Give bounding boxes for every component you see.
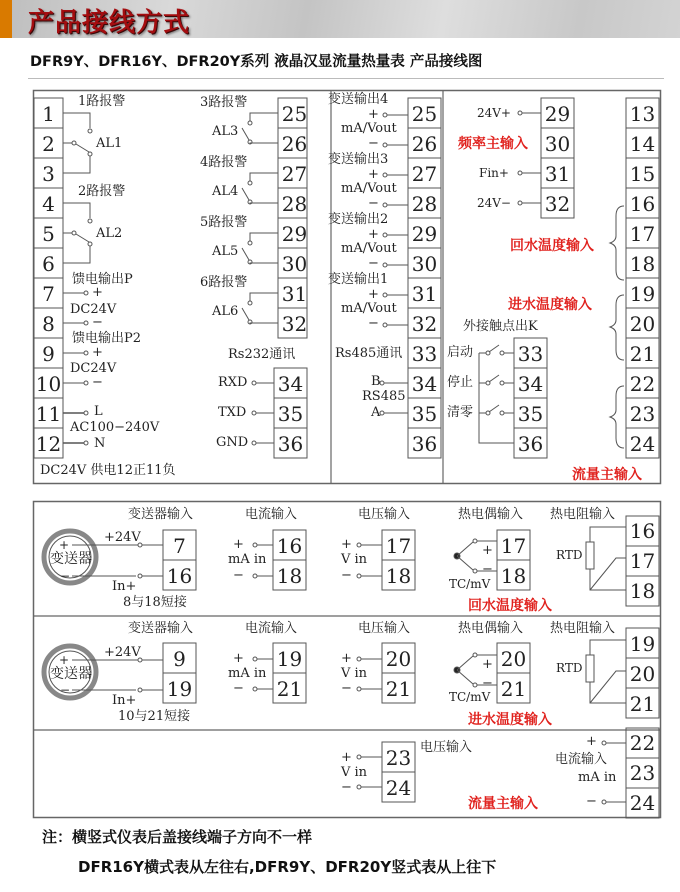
feed1-minus: −	[92, 315, 103, 330]
row2-label: 进水温度输入	[468, 712, 552, 728]
terminal-32-out: 32	[411, 312, 438, 336]
terminal-12: 12	[35, 432, 62, 456]
terminal-4: 4	[42, 192, 55, 216]
output3-plus: +	[368, 167, 379, 182]
flow-current-plus: +	[586, 734, 597, 749]
output1-unit: mA/Vout	[341, 301, 397, 316]
note-line-1: 注：横竖式仪表后盖接线端子方向不一样	[42, 828, 313, 846]
contact-stop: 停止	[447, 375, 474, 390]
terminal-34-rs485: 34	[411, 372, 438, 396]
rtd-title-r2: 热电阻输入	[550, 621, 616, 636]
terminal-30-out: 30	[411, 252, 438, 276]
rtd-name-r2: RTD	[556, 661, 583, 675]
bt-23-voltage: 23	[385, 746, 412, 770]
output1-title: 变送输出1	[328, 272, 389, 287]
terminal-31-out: 31	[411, 282, 438, 306]
terminal-33-contact: 33	[517, 342, 544, 366]
transmitter-plus-r1: +	[59, 538, 70, 552]
terminal-18: 18	[629, 252, 656, 276]
alarm1-name: AL1	[96, 136, 123, 151]
flow-main-label: 流量主输入	[572, 467, 642, 483]
transmitter-title-r2: 变送器输入	[128, 621, 194, 636]
bt-21-voltage: 21	[385, 677, 412, 701]
output1-plus: +	[368, 287, 379, 302]
terminal-35-rs485: 35	[411, 402, 438, 426]
terminal-11: 11	[35, 402, 62, 426]
alarm3-title: 3路报警	[200, 95, 248, 110]
alarm6-name: AL6	[212, 304, 239, 319]
freq-fin-plus: Fin+	[479, 166, 509, 180]
short-note-r1: 8与18短接	[123, 595, 187, 610]
terminal-22: 22	[629, 372, 656, 396]
transmitter-name-r1: 变送器	[50, 551, 92, 567]
alarm5-title: 5路报警	[200, 215, 248, 230]
rs232-gnd: GND	[216, 435, 249, 450]
rs485-b: B	[371, 374, 381, 389]
terminal-8: 8	[42, 312, 55, 336]
terminal-31-freq: 31	[544, 162, 571, 186]
current-minus-r1: −	[233, 568, 244, 583]
rtd-title-r1: 热电阻输入	[550, 507, 616, 522]
voltage-title-r1: 电压输入	[358, 507, 411, 522]
power-N: N	[94, 436, 106, 451]
current-title-r2: 电流输入	[245, 621, 298, 636]
output4-title: 变送输出4	[328, 92, 389, 107]
terminal-28-alarm: 28	[281, 192, 308, 216]
current-title-r1: 电流输入	[245, 507, 298, 522]
alarm6-title: 6路报警	[200, 275, 248, 290]
terminal-32-alarm: 32	[281, 312, 308, 336]
bt-7: 7	[173, 534, 186, 558]
bt-16-current: 16	[276, 534, 303, 558]
tc-plus-r2: +	[482, 657, 493, 672]
flow-current-minus: −	[586, 794, 597, 809]
rs232-title: Rs232通讯	[228, 347, 296, 362]
flow-voltage-unit: V in	[341, 765, 368, 780]
return-temp-label: 回水温度输入	[510, 238, 594, 254]
terminal-27-out: 27	[411, 162, 438, 186]
terminal-35-rs232: 35	[277, 402, 304, 426]
page-title: 产品接线方式	[28, 8, 191, 38]
terminal-26-out: 26	[411, 132, 438, 156]
terminal-30-freq: 30	[544, 132, 571, 156]
output3-minus: −	[368, 196, 379, 211]
flow-voltage-plus: +	[341, 750, 352, 765]
terminal-29-out: 29	[411, 222, 438, 246]
terminal-27-alarm: 27	[281, 162, 308, 186]
terminal-26-alarm: 26	[281, 132, 308, 156]
alarm4-name: AL4	[212, 184, 239, 199]
transmitter-plus-r2: +	[59, 653, 70, 667]
current-plus-r2: +	[233, 651, 244, 666]
row1-label: 回水温度输入	[468, 598, 552, 614]
output4-unit: mA/Vout	[341, 121, 397, 136]
short-note-r2: 10与21短接	[118, 709, 191, 724]
terminal-29-alarm: 29	[281, 222, 308, 246]
note-line-2: DFR16Y横式表从左往右,DFR9Y、DFR20Y竖式表从上往下	[78, 858, 497, 876]
rtd-name-r1: RTD	[556, 548, 583, 562]
rs232-rxd: RXD	[218, 375, 248, 390]
power-footnote: DC24V 供电12正11负	[40, 463, 176, 478]
terminal-14: 14	[629, 132, 656, 156]
tc-minus-r1: −	[482, 562, 493, 577]
alarm2-title: 2路报警	[78, 184, 126, 199]
bt-21-tc: 21	[500, 677, 527, 701]
terminal-34-rs232: 34	[277, 372, 304, 396]
bt-18-rtd: 18	[629, 579, 656, 603]
output2-unit: mA/Vout	[341, 241, 397, 256]
voltage-plus-r1: +	[341, 537, 352, 552]
voltage-plus-r2: +	[341, 651, 352, 666]
tc-minus-r2: −	[482, 676, 493, 691]
supply-temp-label: 进水温度输入	[508, 297, 592, 313]
current-minus-r2: −	[233, 681, 244, 696]
feed2-minus: −	[92, 375, 103, 390]
flow-voltage-minus: −	[341, 780, 352, 795]
bt-21-current: 21	[276, 677, 303, 701]
output1-minus: −	[368, 316, 379, 331]
transmitter-minus-r2: −	[60, 683, 71, 697]
flow-current-unit: mA in	[578, 770, 617, 785]
feed1-volt: DC24V	[70, 302, 117, 317]
bt-24-current: 24	[629, 791, 656, 815]
output2-title: 变送输出2	[328, 212, 389, 227]
transmitter-name-r2: 变送器	[50, 666, 92, 682]
contact-start: 启动	[447, 345, 474, 360]
voltage-unit-r2: V in	[341, 666, 368, 681]
terminal-16: 16	[629, 192, 656, 216]
terminal-20: 20	[629, 312, 656, 336]
terminal-30-alarm: 30	[281, 252, 308, 276]
terminal-15: 15	[629, 162, 656, 186]
power-volt: AC100−240V	[70, 420, 160, 435]
flow-current-title: 电流输入	[555, 752, 608, 767]
terminal-25-alarm: 25	[281, 102, 308, 126]
rs485-a: A	[371, 405, 381, 420]
terminal-1: 1	[42, 102, 55, 126]
terminal-28-out: 28	[411, 192, 438, 216]
feed2-plus: +	[92, 345, 103, 360]
bt-19-current: 19	[276, 647, 303, 671]
rs485-label: RS485	[362, 389, 406, 404]
alarm3-name: AL3	[212, 124, 239, 139]
bt-23-current: 23	[629, 761, 656, 785]
terminal-10: 10	[35, 372, 62, 396]
current-unit-r2: mA in	[228, 666, 267, 681]
rs485-title: Rs485通讯	[335, 346, 403, 361]
terminal-36-rs232: 36	[277, 432, 304, 456]
transmitter-inplus-r1: In+	[112, 579, 137, 594]
alarm1-title: 1路报警	[78, 94, 126, 109]
terminal-29-freq: 29	[544, 102, 571, 126]
transmitter-inplus-r2: In+	[112, 693, 137, 708]
current-unit-r1: mA in	[228, 552, 267, 567]
terminal-31-alarm: 31	[281, 282, 308, 306]
output3-unit: mA/Vout	[341, 181, 397, 196]
voltage-minus-r2: −	[341, 681, 352, 696]
terminal-35-contact: 35	[517, 402, 544, 426]
bt-16-transmitter: 16	[166, 564, 193, 588]
terminal-24: 24	[629, 432, 656, 456]
bt-19-rtd: 19	[629, 632, 656, 656]
feed1-title: 馈电输出P	[72, 272, 133, 287]
terminal-2: 2	[42, 132, 55, 156]
voltage-title-r2: 电压输入	[358, 621, 411, 636]
output3-title: 变送输出3	[328, 152, 389, 167]
bt-20-rtd: 20	[629, 662, 656, 686]
tc-plus-r1: +	[482, 543, 493, 558]
bt-18-voltage: 18	[385, 564, 412, 588]
transmitter-title-r1: 变送器输入	[128, 507, 194, 522]
alarm5-name: AL5	[212, 244, 239, 259]
terminal-23: 23	[629, 402, 656, 426]
terminal-36-contact: 36	[517, 432, 544, 456]
bt-9: 9	[173, 647, 186, 671]
terminal-36-rs485: 36	[411, 432, 438, 456]
bt-24-voltage: 24	[385, 776, 412, 800]
terminal-9: 9	[42, 342, 55, 366]
bt-17-rtd: 17	[629, 549, 656, 573]
transmitter-minus-r1: −	[60, 569, 71, 583]
bt-17-tc: 17	[500, 534, 527, 558]
voltage-unit-r1: V in	[341, 552, 368, 567]
voltage-minus-r1: −	[341, 568, 352, 583]
terminal-3: 3	[42, 162, 55, 186]
terminal-13: 13	[629, 102, 656, 126]
bt-18-tc: 18	[500, 564, 527, 588]
terminal-33-rs485: 33	[411, 342, 438, 366]
flow-voltage-title: 电压输入	[420, 740, 473, 755]
transmitter-24v-r2: +24V	[104, 645, 141, 660]
terminal-5: 5	[42, 222, 55, 246]
freq-main-input-label: 频率主输入	[458, 136, 528, 152]
bt-20-voltage: 20	[385, 647, 412, 671]
tc-unit-r2: TC/mV	[449, 690, 491, 704]
terminal-7: 7	[42, 282, 55, 306]
bt-17-voltage: 17	[385, 534, 412, 558]
contact-title: 外接触点出K	[463, 319, 538, 334]
alarm2-name: AL2	[96, 226, 123, 241]
bt-21-rtd: 21	[629, 692, 656, 716]
output4-minus: −	[368, 136, 379, 151]
diagram-subtitle: DFR9Y、DFR16Y、DFR20Y系列 液晶汉显流量热量表 产品接线图	[30, 54, 483, 70]
flow-row-label: 流量主输入	[468, 796, 538, 812]
terminal-19: 19	[629, 282, 656, 306]
bt-18-current: 18	[276, 564, 303, 588]
freq-24v-plus: 24V+	[477, 106, 511, 120]
tc-unit-r1: TC/mV	[449, 577, 491, 591]
terminal-32-freq: 32	[544, 192, 571, 216]
bt-16-rtd: 16	[629, 519, 656, 543]
feed2-title: 馈电输出P2	[72, 331, 142, 346]
feed2-volt: DC24V	[70, 361, 117, 376]
terminal-21: 21	[629, 342, 656, 366]
tc-title-r2: 热电偶输入	[458, 621, 524, 636]
terminal-34-contact: 34	[517, 372, 544, 396]
alarm4-title: 4路报警	[200, 155, 248, 170]
output2-minus: −	[368, 256, 379, 271]
terminal-17: 17	[629, 222, 656, 246]
rs232-txd: TXD	[218, 405, 247, 420]
bt-22-current: 22	[629, 731, 656, 755]
current-plus-r1: +	[233, 537, 244, 552]
contact-reset: 清零	[447, 405, 474, 420]
output4-plus: +	[368, 107, 379, 122]
terminal-6: 6	[42, 252, 55, 276]
feed1-plus: +	[92, 285, 103, 300]
transmitter-24v-r1: +24V	[104, 530, 141, 545]
output2-plus: +	[368, 227, 379, 242]
terminal-25-out: 25	[411, 102, 438, 126]
freq-24v-minus: 24V−	[477, 196, 511, 210]
power-L: L	[94, 404, 103, 419]
bt-20-tc: 20	[500, 647, 527, 671]
tc-title-r1: 热电偶输入	[458, 507, 524, 522]
bt-19-transmitter: 19	[166, 677, 193, 701]
